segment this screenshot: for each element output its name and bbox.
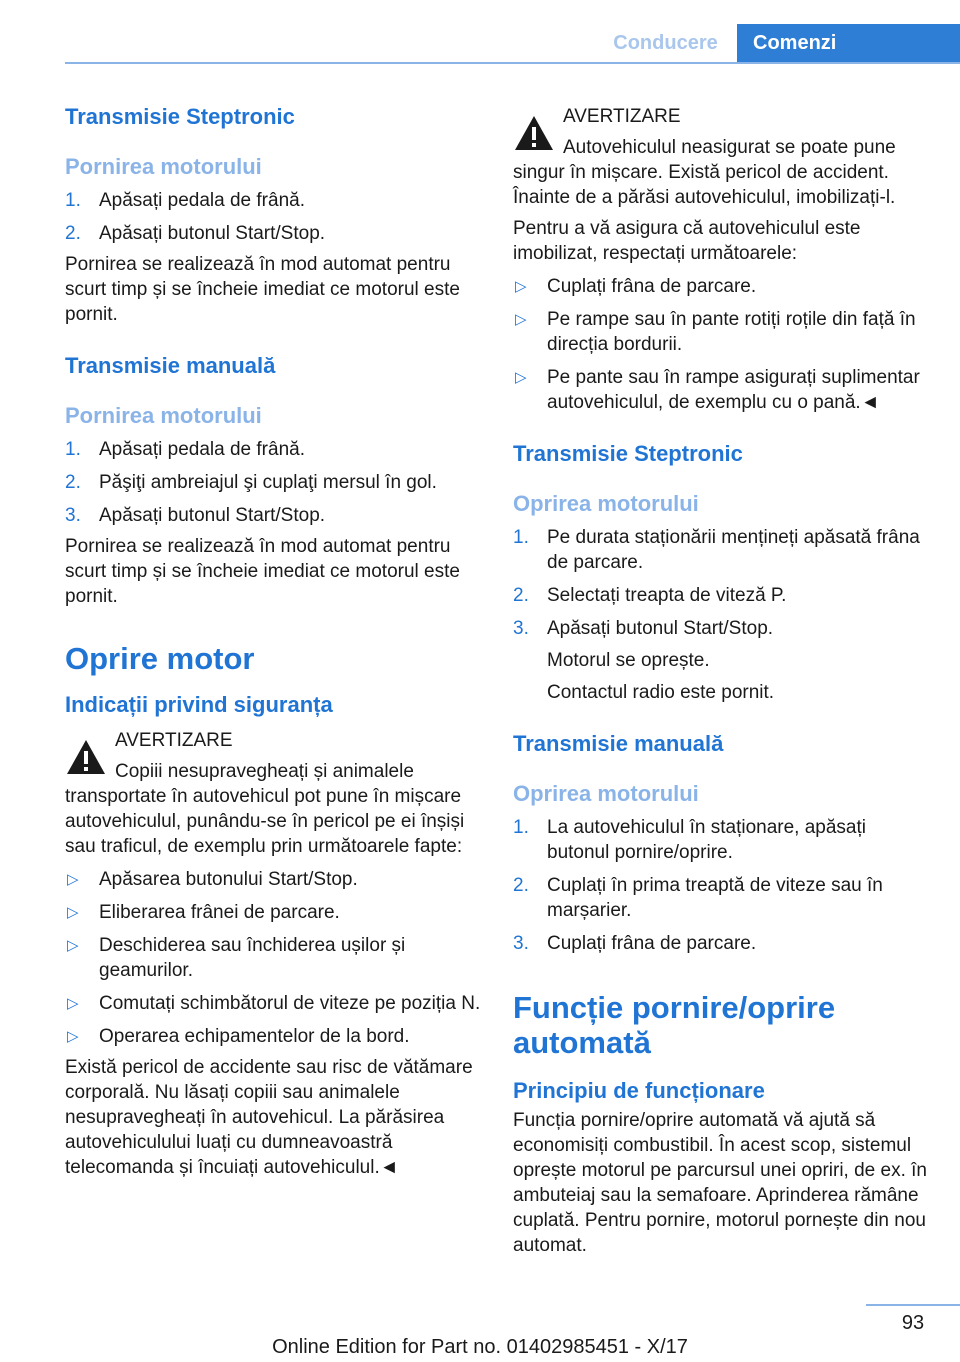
- list-item: [65, 470, 481, 495]
- warning-text: Autovehiculul neasigurat se poate pune singur în mișcare. Există pericol de accident. Înainte de a părăsi autovehiculul, imobilizați-l.: [513, 137, 896, 208]
- list-item: [513, 815, 929, 865]
- warning-block: [65, 728, 481, 859]
- list-number: 1.: [65, 190, 81, 211]
- list-text: Deschiderea sau închiderea ușilor și geamurilor.: [99, 935, 406, 981]
- paragraph: Pornirea se realizează în mod automat pentru scurt timp și se încheie imediat ce motorul este pornit.: [65, 536, 460, 607]
- step-result: Motorul se oprește.: [547, 650, 710, 671]
- list-number: 3.: [513, 933, 529, 954]
- list-number: 2.: [65, 223, 81, 244]
- warning-triangle-icon: [65, 738, 107, 776]
- list-number: 3.: [65, 505, 81, 526]
- list-item: [513, 931, 929, 956]
- list-item: [513, 365, 929, 415]
- warning-text: Copiii nesupravegheați și animalele transportate în autovehicul pot pune în mișcare autovehiculul, punându-se în pericol pe ei înșiși sau traficul, de exemplu prin următoarele fapte:: [65, 761, 465, 857]
- heading-indicatii-siguranta: Indicații privind siguranța: [65, 692, 333, 717]
- list-text: Cuplați în prima treaptă de viteze sau în marșarier.: [547, 875, 883, 921]
- triangle-bullet-icon: ▷: [67, 904, 79, 921]
- heading-functie-pornire-oprire: Funcție pornire/oprire automată: [513, 990, 836, 1060]
- step-result: Contactul radio este pornit.: [547, 682, 775, 703]
- triangle-bullet-icon: ▷: [515, 369, 527, 386]
- list-item: [513, 274, 929, 299]
- heading-pornirea-motorului: Pornirea motorului: [65, 403, 262, 428]
- triangle-bullet-icon: ▷: [515, 278, 527, 295]
- list-text: Apăsarea butonului Start/Stop.: [99, 869, 358, 890]
- list-text: Pe durata staționării mențineți apăsată frâna de parcare.: [547, 527, 920, 573]
- list-text: Operarea echipamentelor de la bord.: [99, 1026, 410, 1047]
- list-text: Păşiţi ambreiajul şi cuplaţi mersul în gol.: [99, 472, 437, 493]
- footer-rule: [866, 1304, 960, 1306]
- header-rule: [65, 62, 960, 64]
- heading-transmisie-steptronic: Transmisie Steptronic: [65, 104, 295, 129]
- paragraph: Pentru a vă asigura că autovehiculul este imobilizat, respectați următoarele:: [513, 218, 861, 264]
- list-text: La autovehiculul în staționare, apăsați butonul pornire/oprire.: [547, 817, 866, 863]
- list-item: [65, 503, 481, 528]
- list-text: Pe rampe sau în pante rotiți roțile din față în direcția bordurii.: [547, 309, 916, 355]
- heading-oprirea-motorului: Oprirea motorului: [513, 781, 699, 806]
- tab-comenzi: Comenzi: [737, 24, 960, 62]
- heading-oprirea-motorului: Oprirea motorului: [513, 491, 699, 516]
- list-number: 1.: [65, 439, 81, 460]
- list-text: Cuplați frâna de parcare.: [547, 276, 757, 297]
- list-item: [513, 525, 929, 575]
- warning-triangle-icon: [513, 114, 555, 152]
- paragraph: Există pericol de accidente sau risc de vătămare corporală. Nu lăsați copiii sau animalele nesupravegheați în autovehicul. La părăsirea autovehiculului luați cu dumneavoastră telecomanda și încuiați autovehiculul.◄: [65, 1057, 473, 1178]
- list-text: Apăsați pedala de frână.: [99, 190, 305, 211]
- list-item: [513, 307, 929, 357]
- list-text: Apăsați butonul Start/Stop.: [99, 223, 326, 244]
- page-number: 93: [901, 1312, 925, 1334]
- list-item: [513, 873, 929, 923]
- list-item: [65, 933, 481, 983]
- heading-transmisie-manuala: Transmisie manuală: [65, 353, 276, 378]
- list-text: Pe pante sau în rampe asigurați suplimentar autovehiculul, de exemplu cu o pană.◄: [547, 367, 920, 413]
- list-text: Apăsați butonul Start/Stop.: [547, 618, 774, 639]
- bullet-list: [513, 274, 929, 415]
- list-number: 1.: [513, 527, 529, 548]
- edition-footer: Online Edition for Part no. 01402985451 - X/17: [272, 1336, 688, 1358]
- list-item: [65, 437, 481, 462]
- list-text: Cuplați frâna de parcare.: [547, 933, 757, 954]
- triangle-bullet-icon: ▷: [67, 871, 79, 888]
- right-column: [513, 104, 929, 1258]
- heading-transmisie-manuala: Transmisie manuală: [513, 731, 724, 756]
- list-text: Eliberarea frânei de parcare.: [99, 902, 340, 923]
- heading-transmisie-steptronic: Transmisie Steptronic: [513, 441, 743, 466]
- numbered-list: [65, 437, 481, 528]
- list-number: 3.: [513, 618, 529, 639]
- list-number: 2.: [65, 472, 81, 493]
- list-item: [65, 188, 481, 213]
- heading-pornirea-motorului: Pornirea motorului: [65, 154, 262, 179]
- numbered-list: [65, 188, 481, 246]
- list-item: [65, 867, 481, 892]
- paragraph: Funcția pornire/oprire automată vă ajută să economisiți combustibil. În acest scop, sistemul oprește motorul pe parcursul unei opriri, de ex. în ambuteiaj sau la semafoare. Aprinderea rămâne cuplată. Pentru pornire, motorul pornește din nou automat.: [513, 1110, 927, 1256]
- list-item: [65, 900, 481, 925]
- list-text: Apăsați butonul Start/Stop.: [99, 505, 326, 526]
- left-column: [65, 102, 481, 1180]
- numbered-list: [513, 815, 929, 956]
- list-item: [513, 583, 929, 608]
- numbered-list: [513, 525, 929, 641]
- triangle-bullet-icon: ▷: [67, 995, 79, 1012]
- list-item: [65, 1024, 481, 1049]
- warning-block: [513, 104, 929, 210]
- tab-conducere: Conducere: [613, 31, 718, 54]
- paragraph: Pornirea se realizează în mod automat pentru scurt timp și se încheie imediat ce motorul este pornit.: [65, 254, 460, 325]
- list-number: 1.: [513, 817, 529, 838]
- list-text: Selectați treapta de viteză P.: [547, 585, 787, 606]
- list-item: [513, 616, 929, 641]
- heading-principiu-functionare: Principiu de funcționare: [513, 1078, 765, 1103]
- list-item: [65, 221, 481, 246]
- list-number: 2.: [513, 875, 529, 896]
- list-number: 2.: [513, 585, 529, 606]
- warning-title: AVERTIZARE: [563, 106, 681, 127]
- triangle-bullet-icon: ▷: [515, 311, 527, 328]
- heading-oprire-motor: Oprire motor: [65, 641, 255, 676]
- list-text: Comutați schimbătorul de viteze pe poziția N.: [99, 993, 481, 1014]
- warning-title: AVERTIZARE: [115, 730, 233, 751]
- list-text: Apăsați pedala de frână.: [99, 439, 305, 460]
- bullet-list: [65, 867, 481, 1049]
- triangle-bullet-icon: ▷: [67, 1028, 79, 1045]
- triangle-bullet-icon: ▷: [67, 937, 79, 954]
- list-item: [65, 991, 481, 1016]
